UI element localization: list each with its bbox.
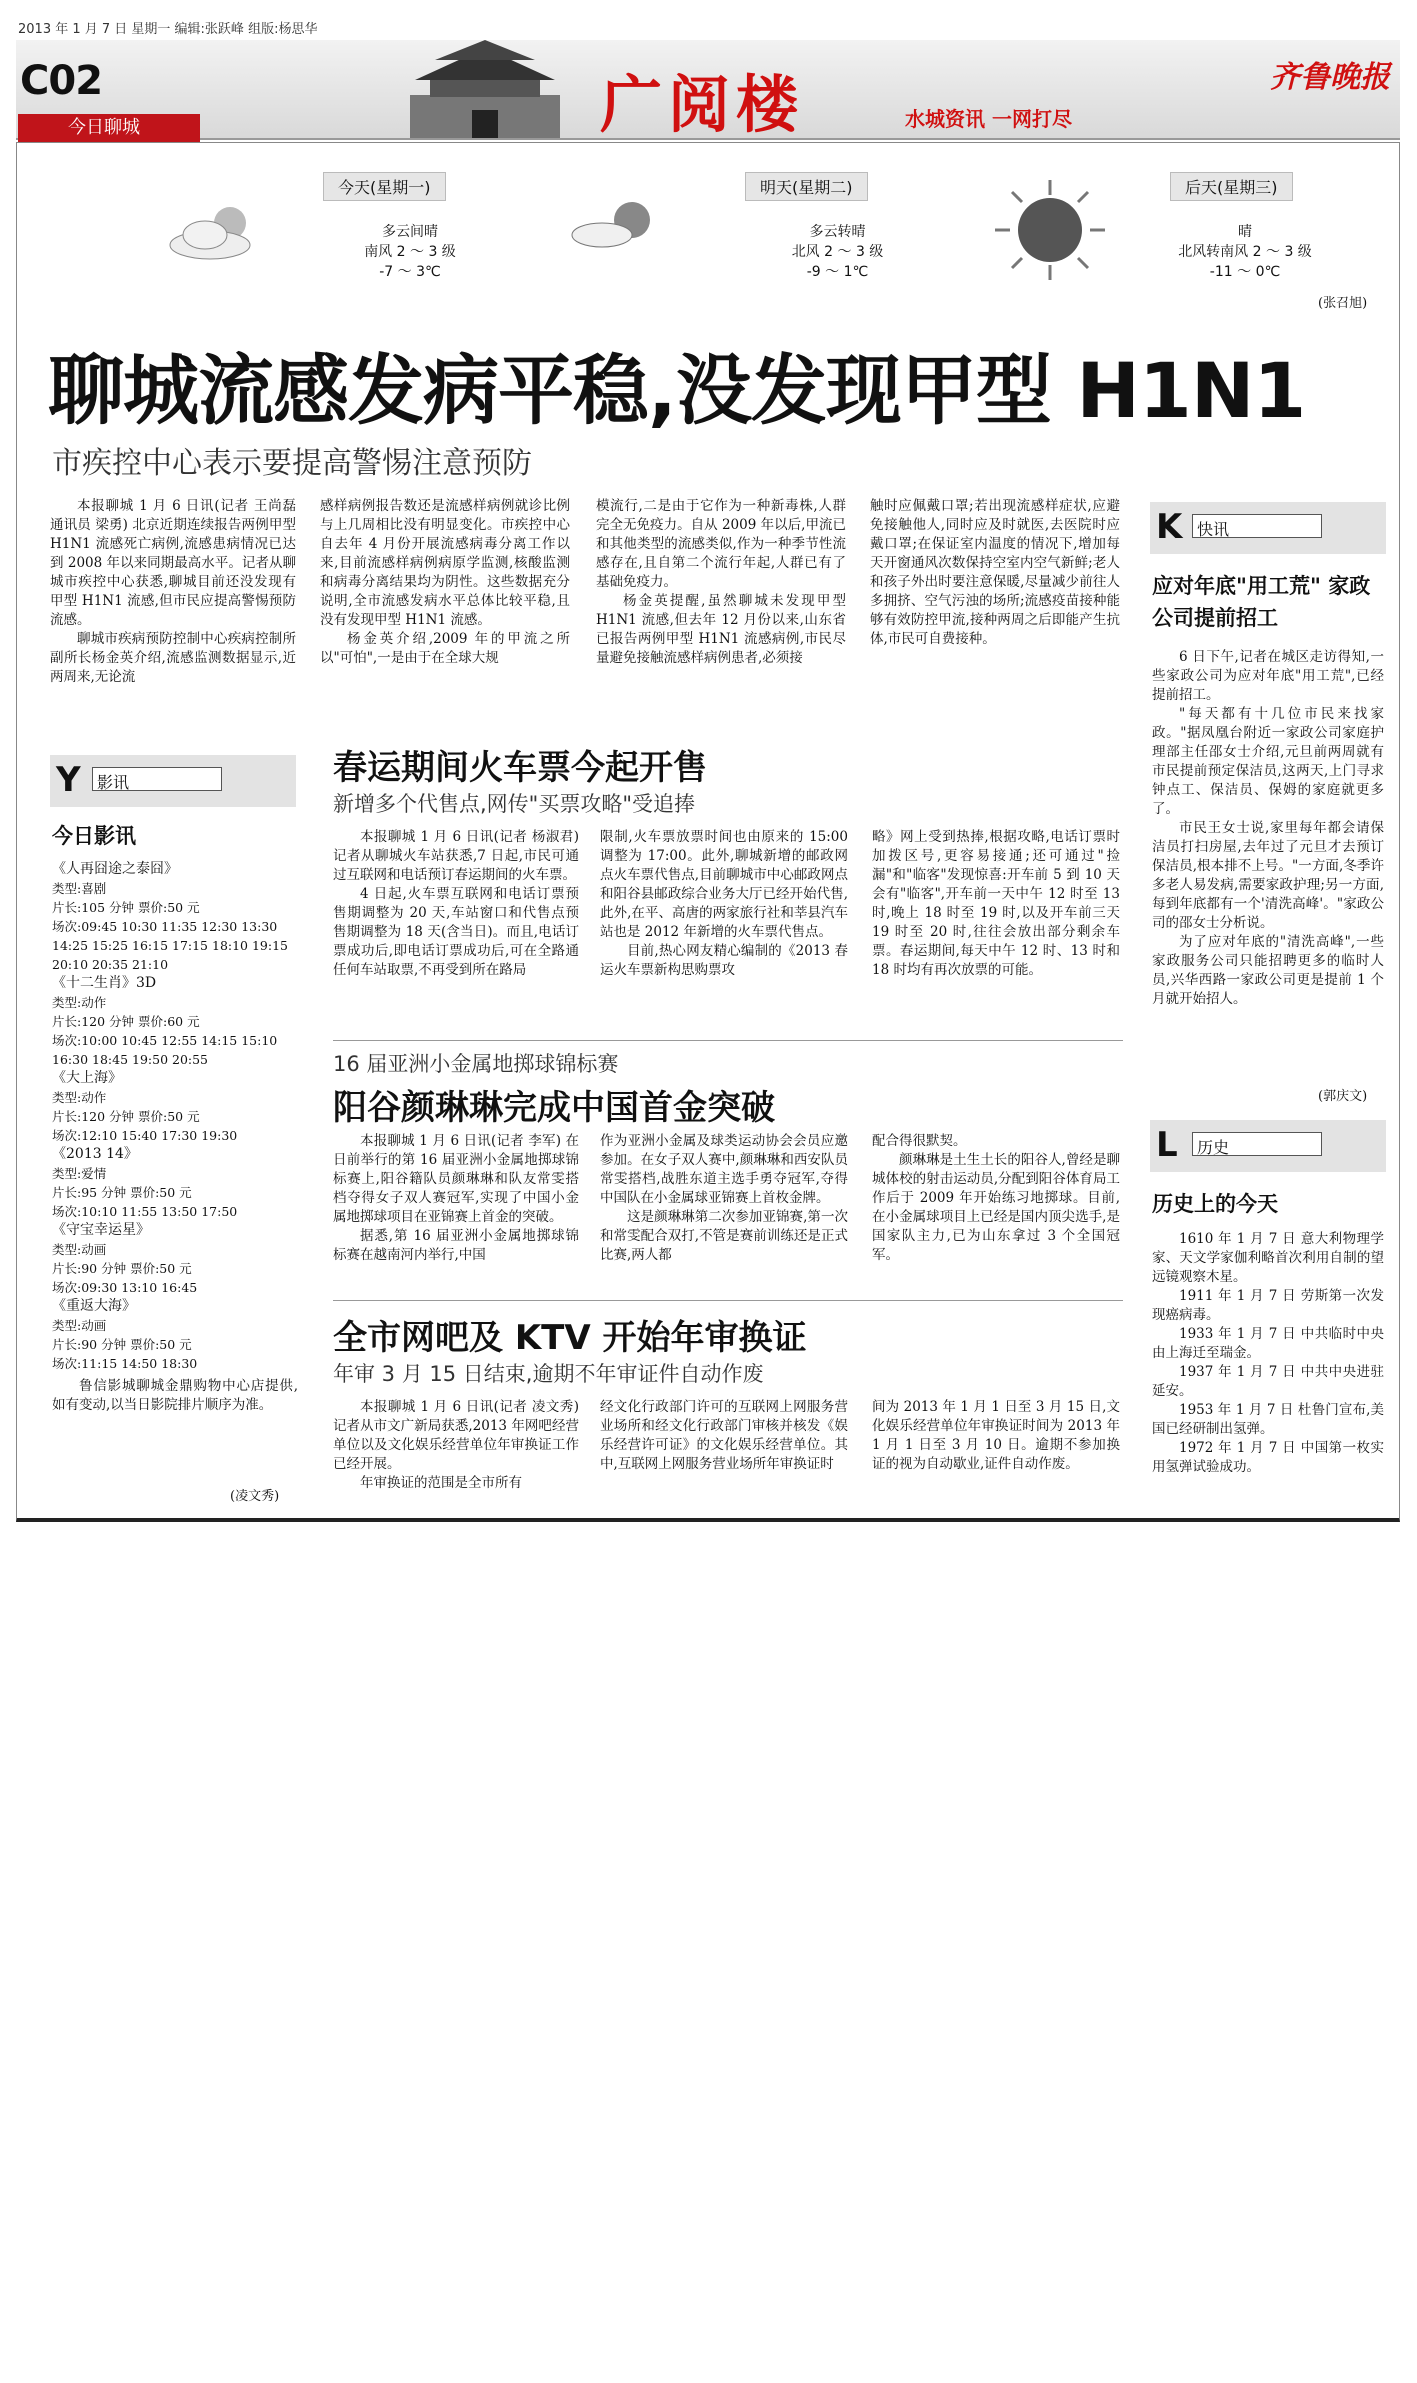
lead-col-2 <box>596 497 846 668</box>
lead-para: 感样病例报告数还是流感样病例就诊比例与上几周相比没有明显变化。市疾控中心自去年 4 月份开展流感病毒分离工作以来,目前流感样病例病原学监测,核酸监测和病毒分离结果均为阴性。这些数据充分说明,全市流感发病水平总体比较平稳,且没有发现甲型 H1N1 流感。 <box>320 498 570 628</box>
film-line: 《2013 14》 <box>52 1146 138 1162</box>
sun-icon <box>990 175 1110 285</box>
lead-col-0 <box>50 497 296 687</box>
lead-para: 触时应佩戴口罩;若出现流感样症状,应避免接触他人,同时应及时就医,去医院时应戴口罩;在保证室内温度的情况下,增加每天开窗通风次数保持空室内空气新鲜;老人和孩子外出时要注意保暖,尽量减少前往人多拥挤、空气污浊的场所;流感疫苗接种能够有效防控甲流,接种两周之后即能产生抗体,市民可自费接种。 <box>870 498 1120 647</box>
sport-para: 配合得很默契。 <box>872 1133 967 1149</box>
history-title: 历史上的今天 <box>1152 1192 1278 1216</box>
divider <box>333 1300 1123 1301</box>
news-body <box>1152 648 1384 1009</box>
train-para: 目前,热心网友精心编制的《2013 春运火车票新构思购票攻 <box>600 943 848 978</box>
film-sidebox <box>50 755 296 807</box>
sport-col-2 <box>872 1132 1120 1265</box>
film-line: 场次:12:10 15:40 17:30 19:30 <box>52 1128 238 1143</box>
ktv-col-2 <box>872 1398 1120 1474</box>
weather-temp-2: -11 ～ 0℃ <box>1209 264 1281 280</box>
film-line: 类型:动作 <box>52 995 107 1010</box>
ktv-subhead: 年审 3 月 15 日结束,逾期不年审证件自动作废 <box>333 1362 764 1386</box>
ktv-para: 本报聊城 1 月 6 日讯(记者 凌文秀) 记者从市文广新局获悉,2013 年网吧经营单位以及文化娱乐经营单位年审换证工作已经开展。 <box>333 1399 579 1472</box>
film-line: 《守宝幸运星》 <box>52 1222 150 1238</box>
film-line: 片长:90 分钟 票价:50 元 <box>52 1261 192 1276</box>
ktv-col-1 <box>600 1398 848 1474</box>
ktv-para: 间为 2013 年 1 月 1 日至 3 月 15 日,文化娱乐经营单位年审换证时间为 2013 年 1 月 1 日至 3 月 10 日。逾期不参加换证的视为自动歇业,证件自动作废。 <box>872 1399 1120 1472</box>
film-line: 片长:120 分钟 票价:60 元 <box>52 1014 200 1029</box>
ktv-para: 经文化行政部门许可的互联网上网服务营业场所和经文化行政部门审核并核发《娱乐经营许可证》的文化娱乐经营单位。其中,互联网上网服务营业场所年审换证时 <box>600 1399 848 1472</box>
history-item: 1911 年 1 月 7 日 劳斯第一次发现癌病毒。 <box>1152 1288 1384 1323</box>
history-letter: L <box>1156 1125 1178 1165</box>
weather-wind-0: 南风 2 ～ 3 级 <box>364 244 456 260</box>
film-line: 片长:90 分钟 票价:50 元 <box>52 1337 192 1352</box>
film-line: 《大上海》 <box>52 1070 122 1086</box>
film-line: 《十二生肖》3D <box>52 975 157 991</box>
weather-cond-0: 多云间晴 <box>382 224 438 240</box>
film-list <box>52 860 298 1373</box>
film-line: 类型:爱情 <box>52 1166 107 1181</box>
sport-col-1 <box>600 1132 848 1265</box>
weather-day-1: 明天(星期二) <box>745 172 868 201</box>
film-line: 场次:10:10 11:55 13:50 17:50 <box>52 1204 238 1219</box>
film-line: 场次:09:30 13:10 16:45 <box>52 1280 198 1295</box>
section-tag: 今日聊城 <box>18 114 200 142</box>
film-letter: Y <box>56 760 81 800</box>
weather-temp-1: -9 ～ 1℃ <box>806 264 869 280</box>
news-para: 6 日下午,记者在城区走访得知,一些家政公司为应对年底"用工荒",已经提前招工。 <box>1152 649 1384 703</box>
film-line: 场次:11:15 14:50 18:30 <box>52 1356 198 1371</box>
page-code: C02 <box>20 58 103 104</box>
sport-col-0 <box>333 1132 579 1265</box>
divider <box>333 1040 1123 1041</box>
train-col-2 <box>872 828 1120 980</box>
news-label: 快讯 <box>1192 514 1322 538</box>
film-line: 类型:喜剧 <box>52 881 107 896</box>
history-label: 历史 <box>1192 1132 1322 1156</box>
train-headline: 春运期间火车票今起开售 <box>333 748 707 788</box>
ktv-headline: 全市网吧及 KTV 开始年审换证 <box>333 1318 807 1358</box>
weather-cond-2: 晴 <box>1238 224 1252 240</box>
history-item: 1610 年 1 月 7 日 意大利物理学家、天文学家伽利略首次利用自制的望远镜观察木星。 <box>1152 1231 1384 1285</box>
film-line: 《人再囧途之泰囧》 <box>52 861 178 877</box>
film-line: 14:25 15:25 16:15 17:15 18:10 19:15 <box>52 938 289 953</box>
building-illustration <box>390 40 580 138</box>
column-slogan: 水城资讯 一网打尽 <box>905 107 1072 131</box>
column-title: 广阅楼 <box>600 68 805 141</box>
history-body <box>1152 1230 1384 1477</box>
film-line: 片长:120 分钟 票价:50 元 <box>52 1109 200 1124</box>
film-line: 场次:10:00 10:45 12:55 14:15 15:10 <box>52 1033 278 1048</box>
weather-forecast-1 <box>750 222 925 282</box>
news-letter: K <box>1156 507 1183 547</box>
weather-wind-1: 北风 2 ～ 3 级 <box>791 244 884 260</box>
history-sidebox <box>1150 1120 1386 1172</box>
sport-para: 本报聊城 1 月 6 日讯(记者 李军) 在日前举行的第 16 届亚洲小金属地掷球锦标赛上,阳谷籍队员颜琳琳和队友常雯搭档夺得女子双人赛冠军,实现了中国小金属地掷球项目在亚锦赛上首金的突破。 <box>333 1133 579 1225</box>
partly-cloudy-icon <box>160 195 280 265</box>
sport-para: 这是颜琳琳第二次参加亚锦赛,第一次和常雯配合双打,不管是赛前训练还是正式比赛,两人都 <box>600 1209 848 1263</box>
weather-day-2: 后天(星期三) <box>1170 172 1293 201</box>
train-subhead: 新增多个代售点,网传"买票攻略"受追捧 <box>333 792 695 816</box>
train-para: 略》网上受到热捧,根据攻略,电话订票时加拨区号,更容易接通;还可通过"捡漏"和"临客"发现惊喜:开车前 5 到 10 天会有"临客",开车前一天中午 12 时至 13 时,晚上 18 时至 19 时,以及开车前三天 19 时至 20 时,往往会放出部分剩余车票。春运期间,每天中午 12 时、13 时和 18 时均有再次放票的可能。 <box>872 829 1120 978</box>
film-line: 类型:动画 <box>52 1242 107 1257</box>
lead-col-3 <box>870 497 1120 649</box>
train-para: 4 日起,火车票互联网和电话订票预售期调整为 20 天,车站窗口和代售点预售期调整为 18 天(含当日)。而且,电话订票成功后,即电话订票成功后,可在全路通任何车站取票,不再受到所在路局 <box>333 886 579 978</box>
sport-headline: 阳谷颜琳琳完成中国首金突破 <box>333 1088 775 1128</box>
film-line: 《重返大海》 <box>52 1298 136 1314</box>
lead-col-1 <box>320 497 570 668</box>
lead-headline: 聊城流感发病平稳,没发现甲型 H1N1 <box>48 346 1306 435</box>
sport-kicker: 16 届亚洲小金属地掷球锦标赛 <box>333 1052 619 1076</box>
film-line: 类型:动作 <box>52 1090 107 1105</box>
film-note <box>52 1377 298 1415</box>
lead-para: 杨金英介绍,2009 年的甲流之所以"可怕",一是由于在全球大规 <box>320 631 570 666</box>
weather-credit: (张召旭) <box>1318 296 1368 311</box>
brand-logo: 齐鲁晚报 <box>1270 60 1390 95</box>
lead-para: 聊城市疾病预防控制中心疾病控制所副所长杨金英介绍,流感监测数据显示,近两周来,无论流 <box>50 631 296 685</box>
news-sidebox <box>1150 502 1386 554</box>
train-col-1 <box>600 828 848 980</box>
sport-para: 颜琳琳是土生土长的阳谷人,曾经是聊城体校的射击运动员,分配到阳谷体育局工作后于 2009 年开始练习地掷球。目前,在小金属球项目上已经是国内顶尖选手,是国家队主力,已为山东拿过 3 个全国冠军。 <box>872 1152 1120 1263</box>
lead-para: 杨金英提醒,虽然聊城未发现甲型 H1N1 流感,但去年 12 月份以来,山东省已报告两例甲型 H1N1 流感病例,市民尽量避免接触流感样病例患者,必须接 <box>596 593 846 666</box>
history-item: 1933 年 1 月 7 日 中共临时中央由上海迁至瑞金。 <box>1152 1326 1384 1361</box>
weather-wind-2: 北风转南风 2 ～ 3 级 <box>1178 244 1312 260</box>
lead-para: 模流行,二是由于它作为一种新毒株,人群完全无免疫力。自从 2009 年以后,甲流已和其他类型的流感类似,作为一种季节性流感存在,且自第二个流行年起,人群已有了基础免疫力。 <box>596 498 846 590</box>
sport-para: 据悉,第 16 届亚洲小金属地掷球锦标赛在越南河内举行,中国 <box>333 1228 579 1263</box>
lead-para: 本报聊城 1 月 6 日讯(记者 王尚磊 通讯员 梁勇) 北京近期连续报告两例甲型 H1N1 流感死亡病例,流感患病情况已达到 2008 年以来同期最高水平。记者从聊城市疾控中心获悉,聊城目前还没发现有甲型 H1N1 流感,但市民应提高警惕预防流感。 <box>50 498 296 628</box>
film-title: 今日影讯 <box>52 824 136 848</box>
train-para: 本报聊城 1 月 6 日讯(记者 杨淑君) 记者从聊城火车站获悉,7 日起,市民可通过互联网和电话预订春运期间的火车票。 <box>333 829 579 883</box>
film-line: 20:10 20:35 21:10 <box>52 957 169 972</box>
film-line: 片长:105 分钟 票价:50 元 <box>52 900 200 915</box>
ktv-col-0 <box>333 1398 579 1493</box>
film-note-text: 鲁信影城聊城金鼎购物中心店提供,如有变动,以当日影院排片顺序为准。 <box>52 1378 298 1413</box>
cloud-sun-icon <box>560 190 680 260</box>
news-para: "每天都有十几位市民来找家政。"据凤凰台附近一家政公司家庭护理部主任邵女士介绍,元旦前两周就有市民提前预定保洁员,这两天,上门寻求钟点工、保洁员、保姆的家庭就更多了。 <box>1152 706 1384 817</box>
film-label: 影讯 <box>92 767 222 791</box>
film-credit: (凌文秀) <box>230 1489 280 1504</box>
film-line: 片长:95 分钟 票价:50 元 <box>52 1185 192 1200</box>
history-item: 1953 年 1 月 7 日 杜鲁门宣布,美国已经研制出氢弹。 <box>1152 1402 1384 1437</box>
weather-forecast-0 <box>320 222 500 282</box>
train-col-0 <box>333 828 579 980</box>
news-credit: (郭庆文) <box>1318 1089 1368 1104</box>
news-para: 为了应对年底的"清洗高峰",一些家政服务公司只能招聘更多的临时人员,兴华西路一家政公司更是提前 1 个月就开始招人。 <box>1152 934 1384 1007</box>
train-para: 限制,火车票放票时间也由原来的 15:00 调整为 17:00。此外,聊城新增的邮政网点火车票代售点,目前聊城市中心邮政网点和阳谷县邮政综合业务大厅已经开始代售,此外,在平、高唐的两家旅行社和莘县汽车站也是 2012 年新增的火车票代售点。 <box>600 829 848 940</box>
masthead-info: 2013 年 1 月 7 日 星期一 编辑:张跃峰 组版:杨思华 <box>18 22 318 37</box>
film-line: 场次:09:45 10:30 11:35 12:30 13:30 <box>52 919 278 934</box>
weather-forecast-2 <box>1150 222 1340 282</box>
ktv-para: 年审换证的范围是全市所有 <box>360 1475 522 1491</box>
weather-temp-0: -7 ～ 3℃ <box>379 264 441 280</box>
history-item: 1937 年 1 月 7 日 中共中央进驻延安。 <box>1152 1364 1384 1399</box>
lead-subhead: 市疾控中心表示要提高警惕注意预防 <box>52 446 532 481</box>
history-item: 1972 年 1 月 7 日 中国第一枚实用氢弹试验成功。 <box>1152 1440 1384 1475</box>
news-para: 市民王女士说,家里每年都会请保洁员打扫房屋,去年过了元旦才去预订保洁员,根本排不上号。"一方面,冬季许多老人易发病,需要家政护理;另一方面,每到年底都有一个'清洗高峰'。"家政公司的邵女士分析说。 <box>1152 820 1384 931</box>
film-line: 类型:动画 <box>52 1318 107 1333</box>
weather-cond-1: 多云转晴 <box>809 224 866 240</box>
news-title: 应对年底"用工荒" 家政公司提前招工 <box>1152 574 1371 630</box>
weather-day-0: 今天(星期一) <box>323 172 446 201</box>
sport-para: 作为亚洲小金属及球类运动协会会员应邀参加。在女子双人赛中,颜琳琳和西安队员常雯搭档,战胜东道主选手勇夺冠军,夺得中国队在小金属球亚锦赛上首枚金牌。 <box>600 1133 848 1206</box>
film-line: 16:30 18:45 19:50 20:55 <box>52 1052 209 1067</box>
